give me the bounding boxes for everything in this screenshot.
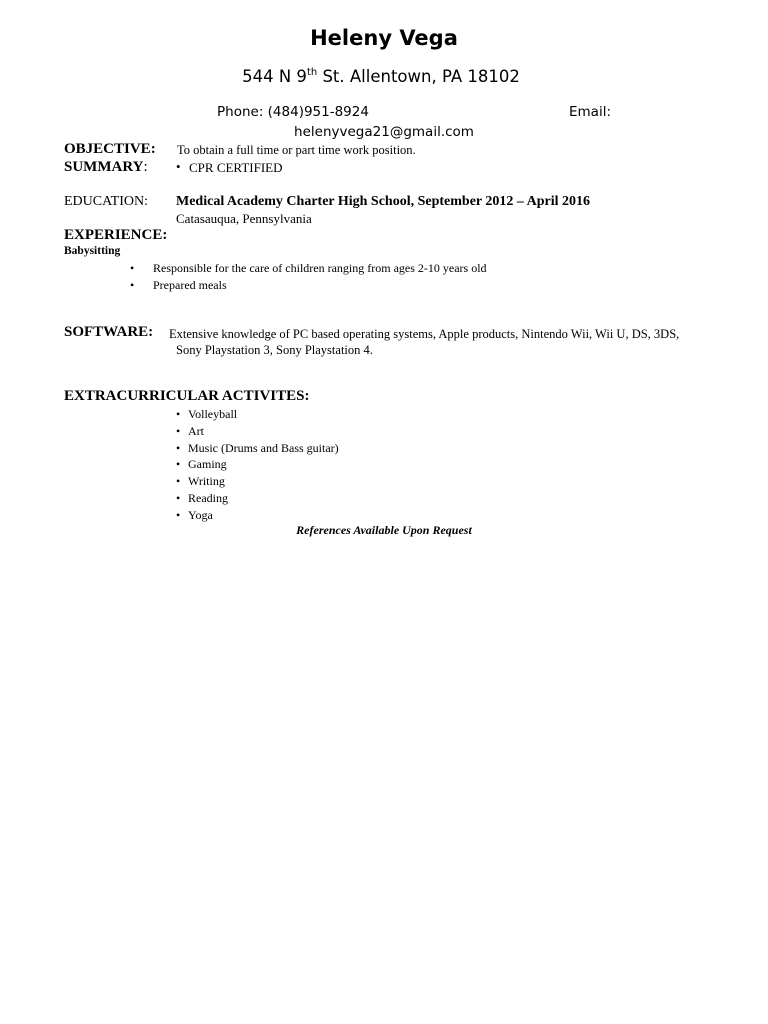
summary-bullet: • bbox=[176, 159, 181, 174]
experience-heading: EXPERIENCE: bbox=[64, 227, 168, 243]
objective-heading: OBJECTIVE: bbox=[64, 141, 156, 157]
list-item bbox=[176, 490, 339, 507]
list-bullet: • bbox=[176, 440, 181, 455]
address-ordinal-suffix: th bbox=[306, 66, 318, 78]
summary-heading bbox=[64, 159, 148, 176]
activity-text: Music (Drums and Bass guitar) bbox=[188, 440, 339, 455]
experience-item: Responsible for the care of children ranging from ages 2-10 years old bbox=[153, 261, 487, 275]
list-bullet: • bbox=[176, 457, 181, 472]
activity-text: Yoga bbox=[188, 507, 213, 522]
email-label: Email: bbox=[569, 104, 612, 120]
school-location: Catasauqua, Pennsylvania bbox=[176, 211, 312, 226]
list-item bbox=[176, 507, 339, 524]
list-bullet: • bbox=[176, 507, 181, 522]
experience-bullet: • bbox=[130, 278, 135, 292]
education-heading: EDUCATION: bbox=[64, 194, 148, 209]
school-name-dates: Medical Academy Charter High School, September 2012 – April 2016 bbox=[176, 194, 591, 209]
activity-text: Writing bbox=[188, 474, 225, 489]
list-bullet: • bbox=[176, 474, 181, 489]
experience-bullet: • bbox=[130, 261, 135, 275]
list-item bbox=[176, 473, 339, 490]
software-heading: SOFTWARE: bbox=[64, 324, 154, 340]
software-text-line-1: Extensive knowledge of PC based operating systems, Apple products, Nintendo Wii, Wii U, DS, 3DS, bbox=[169, 327, 680, 341]
objective-text: To obtain a full time or part time work position. bbox=[177, 143, 416, 157]
references-note: References Available Upon Request bbox=[296, 523, 472, 537]
activities-list bbox=[176, 406, 339, 524]
email-address: helenyvega21@gmail.com bbox=[294, 124, 474, 140]
list-item bbox=[176, 456, 339, 473]
address-rest: St. Allentown, PA 18102 bbox=[317, 67, 520, 86]
address-line bbox=[0, 67, 762, 86]
summary-heading-text: SUMMARY bbox=[64, 159, 144, 175]
phone-number: Phone: (484)951-8924 bbox=[217, 104, 369, 120]
activity-text: Gaming bbox=[188, 457, 227, 472]
summary-item: CPR CERTIFIED bbox=[189, 160, 283, 175]
activity-text: Volleyball bbox=[188, 407, 238, 421]
list-item bbox=[176, 440, 339, 457]
resume-name: Heleny Vega bbox=[310, 26, 458, 50]
extracurricular-heading: EXTRACURRICULAR ACTIVITES: bbox=[64, 388, 310, 404]
experience-item: Prepared meals bbox=[153, 278, 227, 292]
list-bullet: • bbox=[176, 407, 181, 421]
activity-text: Art bbox=[188, 423, 204, 438]
software-text-line-2: Sony Playstation 3, Sony Playstation 4. bbox=[176, 343, 373, 357]
summary-heading-colon: : bbox=[143, 159, 148, 175]
list-bullet: • bbox=[176, 423, 181, 438]
job-title: Babysitting bbox=[64, 245, 121, 257]
list-item bbox=[176, 423, 339, 440]
list-item bbox=[176, 406, 339, 423]
activity-text: Reading bbox=[188, 490, 228, 505]
address-number: 544 N 9 bbox=[242, 67, 307, 86]
list-bullet: • bbox=[176, 490, 181, 505]
